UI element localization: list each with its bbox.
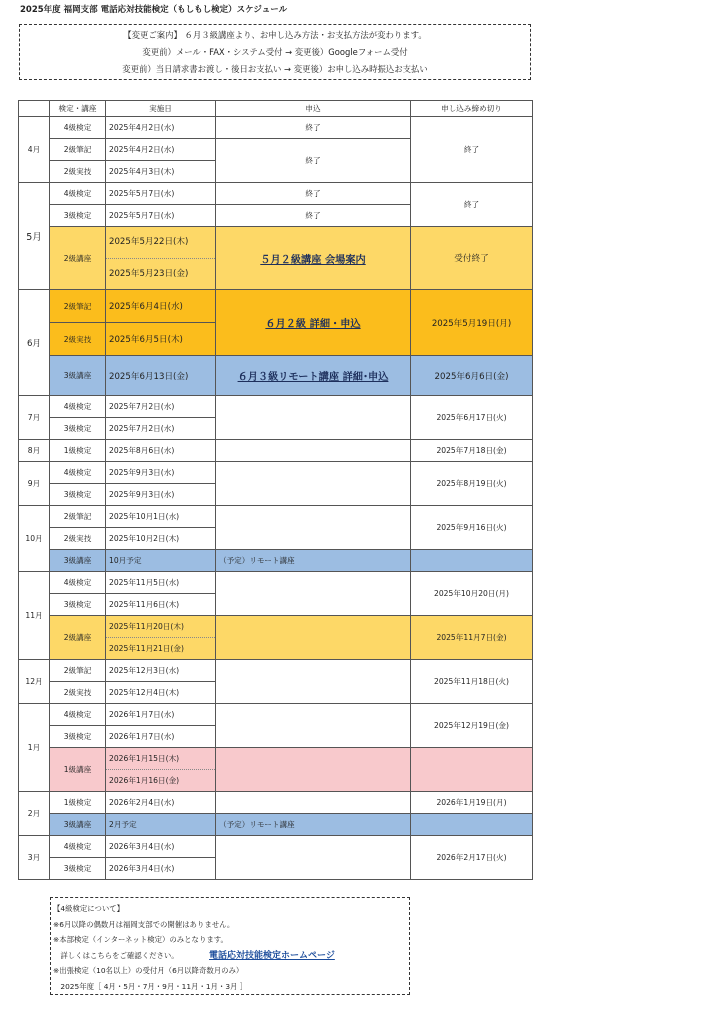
deadline-cell [411, 550, 533, 572]
apply-cell [216, 660, 411, 704]
category-cell: 4級検定 [50, 183, 106, 205]
date-day-2: 2025年11月21日(金) [109, 644, 184, 653]
month-cell: 9月 [19, 462, 50, 506]
date-cell: 2025年12月3日(水) [106, 660, 216, 682]
deadline-cell: 受付終了 [411, 227, 533, 290]
table-row [19, 748, 533, 792]
schedule-table [18, 100, 533, 880]
month-cell: 8月 [19, 440, 50, 462]
date-cell: 2025年10月2日(木) [106, 528, 216, 550]
header-date: 実施日 [106, 101, 216, 117]
deadline-cell: 2025年6月17日(火) [411, 396, 533, 440]
table-row [19, 792, 533, 814]
date-day-2: 2025年5月23日(金) [109, 269, 189, 279]
note-line: 詳しくはこちらをご確認ください。 [53, 950, 179, 960]
category-cell: 3級検定 [50, 484, 106, 506]
deadline-cell: 2025年11月7日(金) [411, 616, 533, 660]
deadline-cell [411, 814, 533, 836]
category-cell: 3級講座 [50, 356, 106, 396]
date-cell: 2026年1月7日(水) [106, 704, 216, 726]
category-cell: 1級検定 [50, 792, 106, 814]
table-row [19, 290, 533, 323]
date-cell: 2025年11月5日(水) [106, 572, 216, 594]
category-cell: 3級検定 [50, 205, 106, 227]
venue-link-label[interactable]: ５月２級講座 会場案内 [260, 254, 366, 266]
category-cell: 1級検定 [50, 440, 106, 462]
apply-cell [216, 572, 411, 616]
deadline-cell: 2026年2月17日(火) [411, 836, 533, 880]
date-cell: 2025年7月2日(水) [106, 396, 216, 418]
category-cell: 4級検定 [50, 117, 106, 139]
apply-cell: 終了 [216, 117, 411, 139]
apply-cell: 終了 [216, 183, 411, 205]
table-row [19, 462, 533, 484]
deadline-cell: 2025年6月6日(金) [411, 356, 533, 396]
category-cell: 2級筆記 [50, 139, 106, 161]
deadline-cell: 2025年8月19日(火) [411, 462, 533, 506]
date-cell [106, 227, 216, 290]
table-row [19, 814, 533, 836]
date-cell [106, 748, 216, 792]
category-cell: 2級講座 [50, 227, 106, 290]
deadline-cell: 2025年10月20日(月) [411, 572, 533, 616]
apply-cell [216, 704, 411, 748]
month-cell: 4月 [19, 117, 50, 183]
date-cell: 2025年8月6日(水) [106, 440, 216, 462]
date-day-1: 2025年11月20日(木) [106, 616, 215, 638]
venue-link[interactable] [216, 227, 411, 290]
apply-cell [216, 836, 411, 880]
grade4-note-box [50, 897, 410, 995]
date-cell: 2025年4月2日(水) [106, 139, 216, 161]
category-cell: 3級講座 [50, 550, 106, 572]
apply-cell: （予定）リモート講座 [216, 814, 411, 836]
table-row [19, 396, 533, 418]
date-cell: 2025年5月7日(水) [106, 183, 216, 205]
grade3-remote-link[interactable] [216, 356, 411, 396]
table-row [19, 227, 533, 290]
category-cell: 1級講座 [50, 748, 106, 792]
month-cell: 5月 [19, 183, 50, 290]
month-cell: 10月 [19, 506, 50, 572]
date-cell: 2025年4月2日(水) [106, 117, 216, 139]
category-cell: 2級実技 [50, 323, 106, 356]
deadline-cell: 2025年11月18日(火) [411, 660, 533, 704]
category-cell: 4級検定 [50, 462, 106, 484]
grade2-apply-link-label[interactable]: ６月２級 詳細・申込 [265, 319, 361, 330]
date-cell: 2026年3月4日(水) [106, 858, 216, 880]
note-line: ※出張検定（10名以上）の受付月（6月以降奇数月のみ） [53, 966, 244, 975]
table-row [19, 550, 533, 572]
table-row [19, 572, 533, 594]
date-cell: 2025年6月5日(木) [106, 323, 216, 356]
notice-line-2: 変更前）メール・FAX・システム受付 → 変更後）Googleフォーム受付 [142, 47, 408, 57]
apply-cell: （予定）リモート講座 [216, 550, 411, 572]
deadline-cell: 終了 [411, 117, 533, 183]
header-month [19, 101, 50, 117]
grade3-remote-link-label[interactable]: ６月３級リモート講座 詳細･申込 [237, 372, 389, 383]
apply-cell [216, 396, 411, 440]
table-row [19, 183, 533, 205]
date-cell: 2026年2月4日(水) [106, 792, 216, 814]
date-cell: 2025年9月3日(水) [106, 462, 216, 484]
header-category: 検定・講座 [50, 101, 106, 117]
deadline-cell: 2026年1月19日(月) [411, 792, 533, 814]
homepage-link[interactable]: 電話応対技能検定ホームページ [209, 950, 335, 961]
table-row [19, 704, 533, 726]
deadline-cell: 2025年12月19日(金) [411, 704, 533, 748]
category-cell: 3級検定 [50, 858, 106, 880]
note-line: ※本部検定（インターネット検定）のみとなります。 [53, 935, 228, 944]
notice-line-1: 【変更ご案内】 ６月３級講座より、お申し込み方法・お支払方法が変わります。 [123, 30, 427, 40]
grade2-apply-link[interactable] [216, 290, 411, 356]
apply-cell [216, 616, 411, 660]
date-cell: 2025年7月2日(水) [106, 418, 216, 440]
apply-cell [216, 462, 411, 506]
month-cell: 2月 [19, 792, 50, 836]
date-cell: 2025年10月1日(水) [106, 506, 216, 528]
header-deadline: 申し込み締め切り [411, 101, 533, 117]
table-header-row [19, 101, 533, 117]
category-cell: 3級講座 [50, 814, 106, 836]
category-cell: 3級検定 [50, 726, 106, 748]
category-cell: 4級検定 [50, 572, 106, 594]
date-cell: 2025年5月7日(水) [106, 205, 216, 227]
date-cell: 10月予定 [106, 550, 216, 572]
category-cell: 2級実技 [50, 682, 106, 704]
month-cell: 6月 [19, 290, 50, 396]
date-cell [106, 616, 216, 660]
note-line-with-link [53, 948, 409, 964]
category-cell: 2級実技 [50, 528, 106, 550]
date-cell: 2025年9月3日(水) [106, 484, 216, 506]
apply-cell [216, 748, 411, 792]
table-row [19, 506, 533, 528]
category-cell: 4級検定 [50, 396, 106, 418]
table-row [19, 440, 533, 462]
table-row [19, 616, 533, 660]
date-cell: 2025年11月6日(木) [106, 594, 216, 616]
apply-cell: 終了 [216, 205, 411, 227]
month-cell: 3月 [19, 836, 50, 880]
month-cell: 7月 [19, 396, 50, 440]
category-cell: 2級講座 [50, 616, 106, 660]
deadline-cell: 2025年5月19日(月) [411, 290, 533, 356]
table-row [19, 660, 533, 682]
page-title: 2025年度 福岡支部 電話応対技能検定（もしもし検定）スケジュール [20, 5, 288, 15]
category-cell: 2級筆記 [50, 506, 106, 528]
apply-cell: 終了 [216, 139, 411, 183]
month-cell: 1月 [19, 704, 50, 792]
change-notice-box [19, 24, 531, 80]
category-cell: 2級筆記 [50, 660, 106, 682]
category-cell: 2級筆記 [50, 290, 106, 323]
deadline-cell [411, 748, 533, 792]
notice-line-3: 変更前）当日請求書お渡し・後日お支払い → 変更後）お申し込み時振込お支払い [122, 64, 428, 74]
date-day-1: 2025年5月22日(木) [106, 227, 215, 259]
category-cell: 2級実技 [50, 161, 106, 183]
deadline-cell: 終了 [411, 183, 533, 227]
month-cell: 12月 [19, 660, 50, 704]
apply-cell [216, 440, 411, 462]
deadline-cell: 2025年7月18日(金) [411, 440, 533, 462]
date-cell: 2月予定 [106, 814, 216, 836]
table-row [19, 356, 533, 396]
category-cell: 3級検定 [50, 418, 106, 440]
category-cell: 3級検定 [50, 594, 106, 616]
note-line: 2025年度［ 4月・5月・7月・9月・11月・1月・3月 ］ [53, 981, 248, 991]
date-day-1: 2026年1月15日(木) [106, 748, 215, 770]
note-heading: 【4級検定について】 [53, 904, 125, 913]
month-cell: 11月 [19, 572, 50, 660]
apply-cell [216, 792, 411, 814]
date-cell: 2026年3月4日(水) [106, 836, 216, 858]
category-cell: 4級検定 [50, 836, 106, 858]
note-line: ※6月以降の偶数月は福岡支部での開催はありません。 [53, 919, 235, 929]
date-cell: 2025年6月13日(金) [106, 356, 216, 396]
deadline-cell: 2025年9月16日(火) [411, 506, 533, 550]
date-day-2: 2026年1月16日(金) [109, 776, 180, 785]
date-cell: 2026年1月7日(水) [106, 726, 216, 748]
header-apply: 申込 [216, 101, 411, 117]
date-cell: 2025年6月4日(水) [106, 290, 216, 323]
table-row [19, 117, 533, 139]
apply-cell [216, 506, 411, 550]
date-cell: 2025年12月4日(木) [106, 682, 216, 704]
date-cell: 2025年4月3日(木) [106, 161, 216, 183]
category-cell: 4級検定 [50, 704, 106, 726]
table-row [19, 836, 533, 858]
